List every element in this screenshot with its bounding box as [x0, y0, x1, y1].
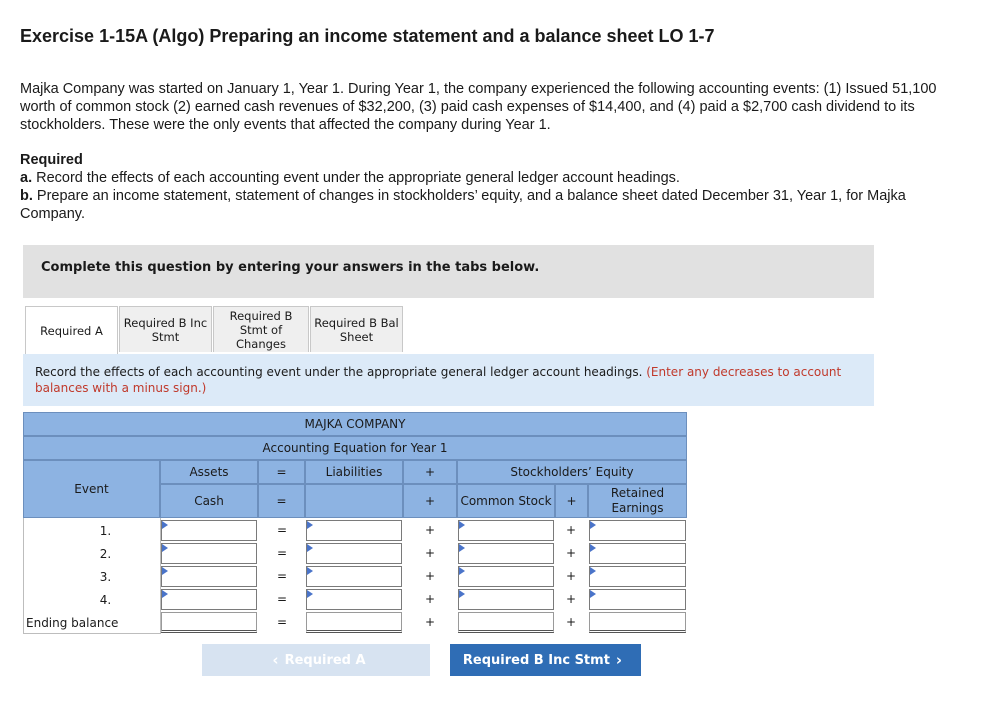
common-stock-header: Common Stock: [457, 484, 555, 518]
dropdown-flag-icon: [162, 567, 168, 575]
plus-sign: +: [565, 546, 577, 560]
instructions-banner: Complete this question by entering your answers in the tabs below.: [23, 245, 874, 298]
retained-earnings-ending-balance: [589, 612, 686, 633]
equals-sign: =: [276, 546, 288, 560]
dropdown-flag-icon: [307, 521, 313, 529]
row-label: Ending balance: [26, 616, 119, 630]
retained-earnings-input[interactable]: [589, 543, 686, 564]
dropdown-flag-icon: [162, 521, 168, 529]
liabilities-header: Liabilities: [305, 460, 403, 484]
plus-sign-se-header: +: [555, 484, 588, 518]
equals-sign-subheader: =: [258, 484, 305, 518]
common-stock-input[interactable]: [458, 566, 554, 587]
equals-sign: =: [276, 569, 288, 583]
exercise-title: Exercise 1-15A (Algo) Preparing an income statement and a balance sheet LO 1-7: [20, 26, 715, 46]
tab-required-b-bal-sheet[interactable]: Required B Bal Sheet: [310, 306, 403, 352]
cash-header: Cash: [160, 484, 258, 518]
cash-input[interactable]: [161, 543, 257, 564]
liabilities-input[interactable]: [306, 566, 402, 587]
liabilities-subheader: [305, 484, 403, 518]
plus-sign: +: [424, 615, 436, 629]
plus-sign: +: [565, 569, 577, 583]
exercise-intro: Majka Company was started on January 1, Year 1. During Year 1, the company experienced the following accounting events: (1) Issued 51,100 worth of common stock (2) earned cash revenues of $32,200, (3) paid cash expenses of $14,400, and (4) paid a $2,700 cash dividend to its stockholders. These were the only events that affected the company during Year 1.: [20, 81, 937, 133]
dropdown-flag-icon: [459, 521, 465, 529]
tab-instruction: Record the effects of each accounting event under the appropriate general ledger account headings. (Enter any decreases to account balances with a minus sign.): [23, 354, 874, 406]
plus-sign: +: [565, 523, 577, 537]
tab-required-b-stmt-of-changes[interactable]: Required B Stmt of Changes: [213, 306, 309, 352]
retained-earnings-header: Retained Earnings: [588, 484, 687, 518]
cash-input[interactable]: [161, 566, 257, 587]
plus-sign-header: +: [403, 460, 457, 484]
plus-sign: +: [424, 569, 436, 583]
plus-sign: +: [424, 546, 436, 560]
common-stock-input[interactable]: [458, 520, 554, 541]
plus-sign: +: [565, 615, 577, 629]
dropdown-flag-icon: [307, 544, 313, 552]
event-header: Event: [23, 460, 160, 518]
dropdown-flag-icon: [307, 567, 313, 575]
liabilities-input[interactable]: [306, 543, 402, 564]
common-stock-input[interactable]: [458, 543, 554, 564]
sheet-subtitle: Accounting Equation for Year 1: [23, 436, 687, 460]
retained-earnings-input[interactable]: [589, 566, 686, 587]
cash-ending-balance: [161, 612, 257, 633]
dropdown-flag-icon: [590, 567, 596, 575]
next-tab-button[interactable]: Required B Inc Stmt ›: [450, 644, 641, 676]
stockholders-equity-header: Stockholders’ Equity: [457, 460, 687, 484]
retained-earnings-input[interactable]: [589, 589, 686, 610]
common-stock-ending-balance: [458, 612, 554, 633]
plus-sign: +: [424, 523, 436, 537]
chevron-right-icon: ›: [615, 651, 623, 669]
plus-sign: +: [565, 592, 577, 606]
liabilities-input[interactable]: [306, 520, 402, 541]
dropdown-flag-icon: [307, 590, 313, 598]
equals-sign: =: [276, 592, 288, 606]
dropdown-flag-icon: [590, 521, 596, 529]
equals-sign-header: =: [258, 460, 305, 484]
row-label: 1.: [99, 524, 112, 538]
previous-tab-button[interactable]: ‹ Required A: [202, 644, 430, 676]
cash-input[interactable]: [161, 520, 257, 541]
event-column-frame: [23, 518, 161, 634]
plus-sign-subheader: +: [403, 484, 457, 518]
dropdown-flag-icon: [590, 544, 596, 552]
common-stock-input[interactable]: [458, 589, 554, 610]
assets-header: Assets: [160, 460, 258, 484]
row-label: 3.: [99, 570, 112, 584]
liabilities-input[interactable]: [306, 589, 402, 610]
row-label: 4.: [99, 593, 112, 607]
dropdown-flag-icon: [459, 567, 465, 575]
dropdown-flag-icon: [459, 544, 465, 552]
cash-input[interactable]: [161, 589, 257, 610]
company-name: MAJKA COMPANY: [23, 412, 687, 436]
dropdown-flag-icon: [162, 544, 168, 552]
chevron-left-icon: ‹: [272, 651, 279, 669]
tab-required-a[interactable]: Required A: [25, 306, 118, 354]
dropdown-flag-icon: [459, 590, 465, 598]
required-heading: Required: [20, 152, 83, 168]
tab-required-b-inc-stmt[interactable]: Required B Inc Stmt: [119, 306, 212, 352]
dropdown-flag-icon: [590, 590, 596, 598]
row-label: 2.: [99, 547, 112, 561]
requirements: [20, 151, 955, 223]
retained-earnings-input[interactable]: [589, 520, 686, 541]
liabilities-ending-balance: [306, 612, 402, 633]
plus-sign: +: [424, 592, 436, 606]
requirement-b: b. Prepare an income statement, statement of changes in stockholders’ equity, and a balance sheet dated December 31, Year 1, for Majka Company.: [20, 188, 906, 222]
equals-sign: =: [276, 615, 288, 629]
dropdown-flag-icon: [162, 590, 168, 598]
equals-sign: =: [276, 523, 288, 537]
requirement-a: a. Record the effects of each accounting event under the appropriate general ledger account headings.: [20, 170, 680, 186]
